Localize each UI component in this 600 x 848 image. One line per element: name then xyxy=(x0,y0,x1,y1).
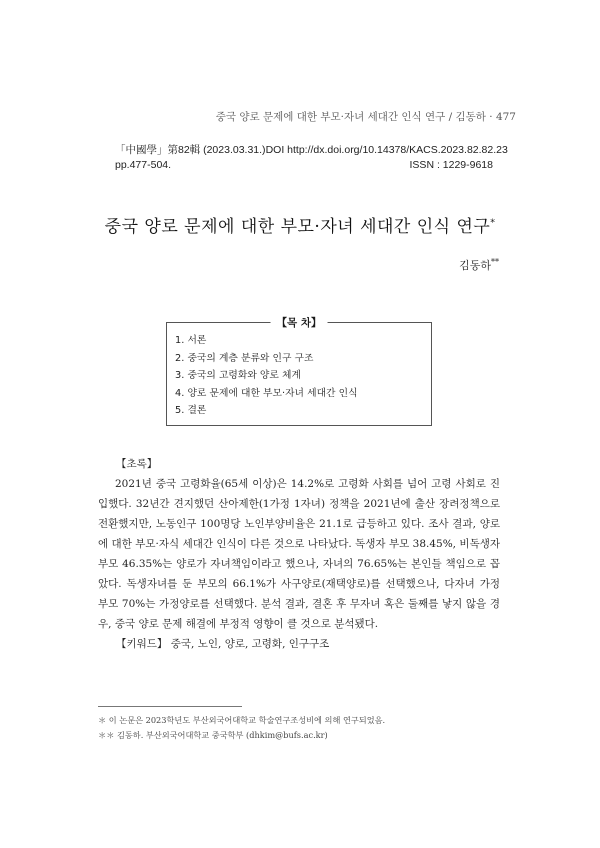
footnote-divider xyxy=(98,706,242,707)
table-of-contents xyxy=(166,317,432,426)
toc-item: 2. 중국의 계층 분류와 인구 구조 xyxy=(175,352,314,364)
author-name: 김동하 xyxy=(459,259,491,272)
running-header: 중국 양로 문제에 대한 부모·자녀 세대간 인식 연구 / 김동하 · 477 xyxy=(215,111,516,123)
toc-item: 4. 양로 문제에 대한 부모·자녀 세대간 인식 xyxy=(175,387,358,399)
footnote-funding: ＊ 이 논문은 2023학년도 부산외국어대학교 학술연구조성비에 의해 연구되었음. xyxy=(98,715,386,725)
paper-title xyxy=(0,212,600,237)
page-range: pp.477-504. xyxy=(115,159,172,171)
title-footnote-mark: * xyxy=(490,218,496,229)
abstract-text: 2021년 중국 고령화율(65세 이상)은 14.2%로 고령화 사회를 넘어 고령 사회로 진입했다. 32년간 견지했던 산아제한(1가정 1자녀) 정책을 2021년에 출산 장려정책으로 전환했지만, 노동인구 100명당 노인부양비율은 21.1로 급등하고 있다. 조사 결과, 양로에 대한 부모·자식 세대간 인식이 다른 것으로 나타났다. 독생자 부모 38.45%, 비독생자 부모 46.35%는 양로가 자녀책임이라고 했으나, 자녀의 76.65%는 본인들 책임으로 꼽았다. 독생자녀를 둔 부모의 66.1%가 사구양로(재택양로)를 선택했으나, 다자녀 가정 부모 70%는 가정양로를 선택했다. 분석 결과, 결혼 후 무자녀 혹은 둘째를 낳지 않을 경우, 중국 양로 문제 해결에 부정적 영향이 클 것으로 분석됐다. xyxy=(98,478,500,630)
author xyxy=(459,257,499,273)
doi-link[interactable]: DOI http://dx.doi.org/10.14378/KACS.2023.82.82.23 xyxy=(265,144,508,156)
footnotes xyxy=(98,713,385,743)
toc-item: 5. 결론 xyxy=(175,405,207,416)
toc-item: 1. 서론 xyxy=(175,335,207,346)
abstract-label: 【초록】 xyxy=(116,458,158,470)
keywords: 【키워드】 중국, 노인, 양로, 고령화, 인구구조 xyxy=(116,638,330,650)
toc-list xyxy=(175,332,358,420)
issn: ISSN : 1229-9618 xyxy=(409,159,493,171)
toc-title: 【목 차】 xyxy=(271,315,328,330)
journal-meta xyxy=(115,143,508,173)
journal-citation: 「中國學」第82輯 (2023.03.31.) xyxy=(115,144,266,156)
author-footnote-mark: ** xyxy=(491,257,499,267)
paper-title-text: 중국 양로 문제에 대한 부모·자녀 세대간 인식 연구 xyxy=(104,217,491,237)
toc-item: 3. 중국의 고령화와 양로 체계 xyxy=(175,370,301,381)
footnote-author: ＊＊ 김동하. 부산외국어대학교 중국학부 (dhkim@bufs.ac.kr) xyxy=(98,730,328,740)
